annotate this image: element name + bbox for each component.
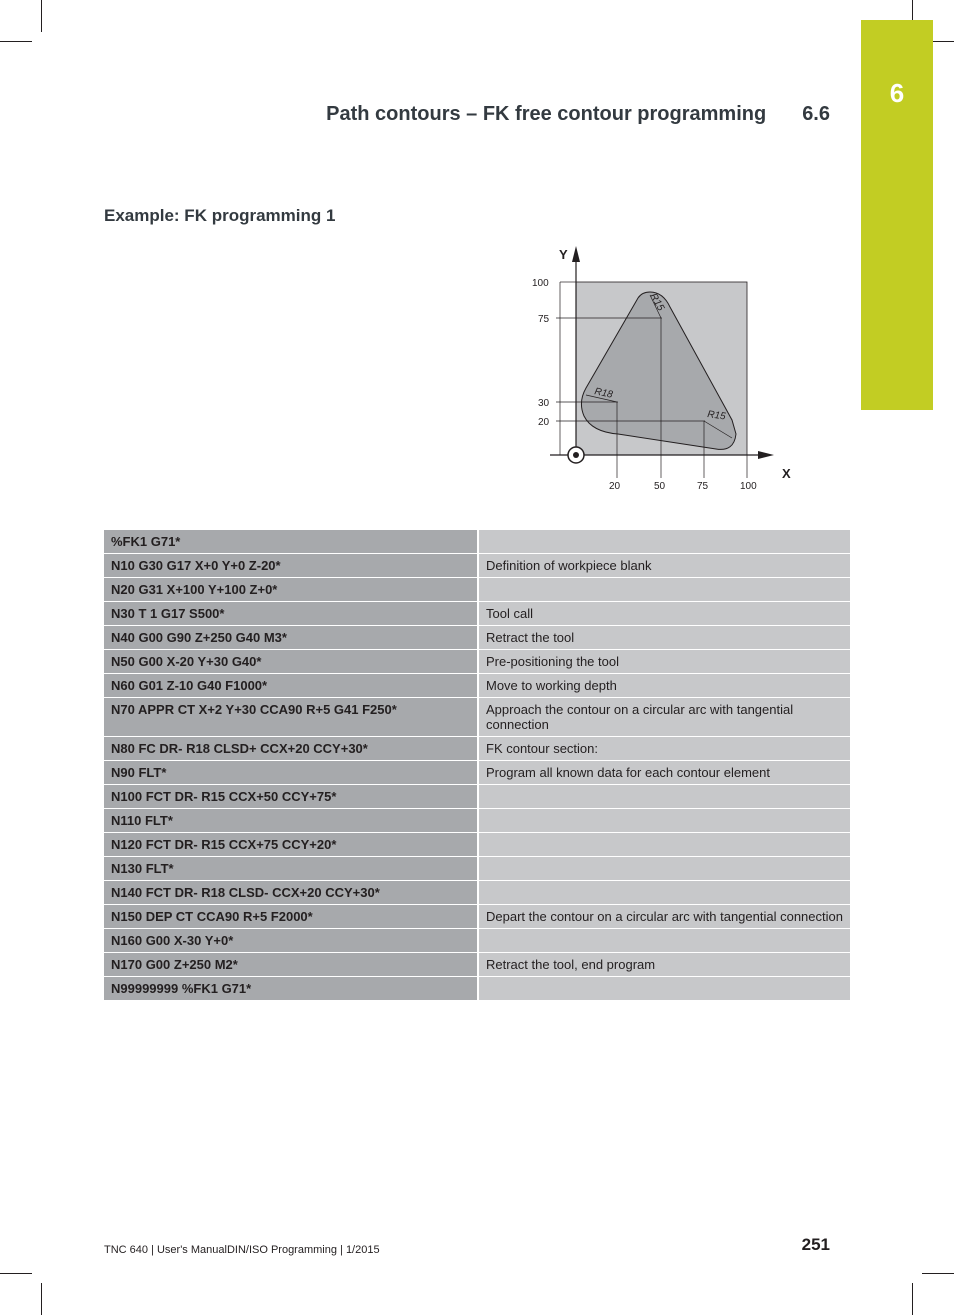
table-row <box>104 977 850 1001</box>
description-cell <box>478 857 850 881</box>
description-cell: FK contour section: <box>478 737 850 761</box>
crop-mark <box>0 41 32 42</box>
crop-mark <box>922 1273 954 1274</box>
description-cell: Tool call <box>478 602 850 626</box>
x-tick-label: 75 <box>697 481 709 490</box>
footer-text: TNC 640 | User's ManualDIN/ISO Programming | 1/2015 <box>104 1244 380 1256</box>
table-row <box>104 737 850 761</box>
description-cell <box>478 977 850 1001</box>
description-cell <box>478 881 850 905</box>
x-tick-label: 20 <box>609 481 621 490</box>
code-cell: N40 G00 G90 Z+250 G40 M3* <box>104 626 478 650</box>
crop-mark <box>0 1273 32 1274</box>
table-row <box>104 881 850 905</box>
table-row <box>104 785 850 809</box>
description-cell: Pre-positioning the tool <box>478 650 850 674</box>
running-head-title: Path contours – FK free contour programming <box>326 103 767 125</box>
code-cell: N150 DEP CT CCA90 R+5 F2000* <box>104 905 478 929</box>
table-row <box>104 929 850 953</box>
code-cell: N70 APPR CT X+2 Y+30 CCA90 R+5 G41 F250* <box>104 698 478 737</box>
radius-label: R18 <box>593 386 614 401</box>
description-cell <box>478 833 850 857</box>
y-tick-label: 20 <box>538 417 550 428</box>
x-tick-label: 100 <box>740 481 757 490</box>
table-row <box>104 809 850 833</box>
program-table <box>104 530 850 1001</box>
code-cell: N140 FCT DR- R18 CLSD- CCX+20 CCY+30* <box>104 881 478 905</box>
y-tick-label: 30 <box>538 398 550 409</box>
code-cell: N120 FCT DR- R15 CCX+75 CCY+20* <box>104 833 478 857</box>
table-row <box>104 833 850 857</box>
description-cell: Approach the contour on a circular arc with tangential connection <box>478 698 850 737</box>
running-head-section: 6.6 <box>802 103 830 125</box>
description-cell: Move to working depth <box>478 674 850 698</box>
code-cell: N80 FC DR- R18 CLSD+ CCX+20 CCY+30* <box>104 737 478 761</box>
code-cell: N10 G30 G17 X+0 Y+0 Z-20* <box>104 554 478 578</box>
description-cell <box>478 929 850 953</box>
table-row <box>104 554 850 578</box>
example-title: Example: FK programming 1 <box>104 206 336 225</box>
code-cell: N60 G01 Z-10 G40 F1000* <box>104 674 478 698</box>
code-cell: N30 T 1 G17 S500* <box>104 602 478 626</box>
chapter-number: 6 <box>889 78 905 108</box>
table-row <box>104 905 850 929</box>
x-axis-label: X <box>782 466 791 481</box>
x-tick-label: 50 <box>654 481 666 490</box>
radius-label: R15 <box>647 291 667 313</box>
crop-mark <box>912 1283 913 1315</box>
running-head <box>326 103 830 126</box>
crop-mark <box>41 0 42 32</box>
description-cell: Program all known data for each contour element <box>478 761 850 785</box>
contour-figure <box>520 240 800 490</box>
code-cell: N100 FCT DR- R15 CCX+50 CCY+75* <box>104 785 478 809</box>
table-row <box>104 674 850 698</box>
y-tick-label: 75 <box>538 314 550 325</box>
code-cell: N50 G00 X-20 Y+30 G40* <box>104 650 478 674</box>
description-cell <box>478 578 850 602</box>
code-cell: N160 G00 X-30 Y+0* <box>104 929 478 953</box>
description-cell <box>478 530 850 554</box>
description-cell: Definition of workpiece blank <box>478 554 850 578</box>
table-row <box>104 626 850 650</box>
description-cell: Retract the tool, end program <box>478 953 850 977</box>
code-cell: N20 G31 X+100 Y+100 Z+0* <box>104 578 478 602</box>
table-row <box>104 578 850 602</box>
code-cell: N130 FLT* <box>104 857 478 881</box>
code-cell: N90 FLT* <box>104 761 478 785</box>
crop-mark <box>41 1283 42 1315</box>
x-axis-arrow <box>758 451 774 459</box>
table-row <box>104 650 850 674</box>
code-cell: %FK1 G71* <box>104 530 478 554</box>
chapter-tab <box>861 20 933 410</box>
description-cell: Depart the contour on a circular arc with tangential connection <box>478 905 850 929</box>
program-table-body <box>104 530 850 1001</box>
table-row <box>104 761 850 785</box>
table-row <box>104 698 850 737</box>
y-axis-label: Y <box>559 247 568 262</box>
description-cell: Retract the tool <box>478 626 850 650</box>
code-cell: N170 G00 Z+250 M2* <box>104 953 478 977</box>
table-row <box>104 857 850 881</box>
description-cell <box>478 785 850 809</box>
table-row <box>104 530 850 554</box>
radius-label: R15 <box>706 409 727 423</box>
y-axis-arrow <box>572 246 580 262</box>
table-row <box>104 953 850 977</box>
y-tick-label: 100 <box>532 278 549 289</box>
code-cell: N110 FLT* <box>104 809 478 833</box>
table-row <box>104 602 850 626</box>
page-number: 251 <box>801 1235 830 1254</box>
code-cell: N99999999 %FK1 G71* <box>104 977 478 1001</box>
description-cell <box>478 809 850 833</box>
origin-center <box>573 452 579 458</box>
